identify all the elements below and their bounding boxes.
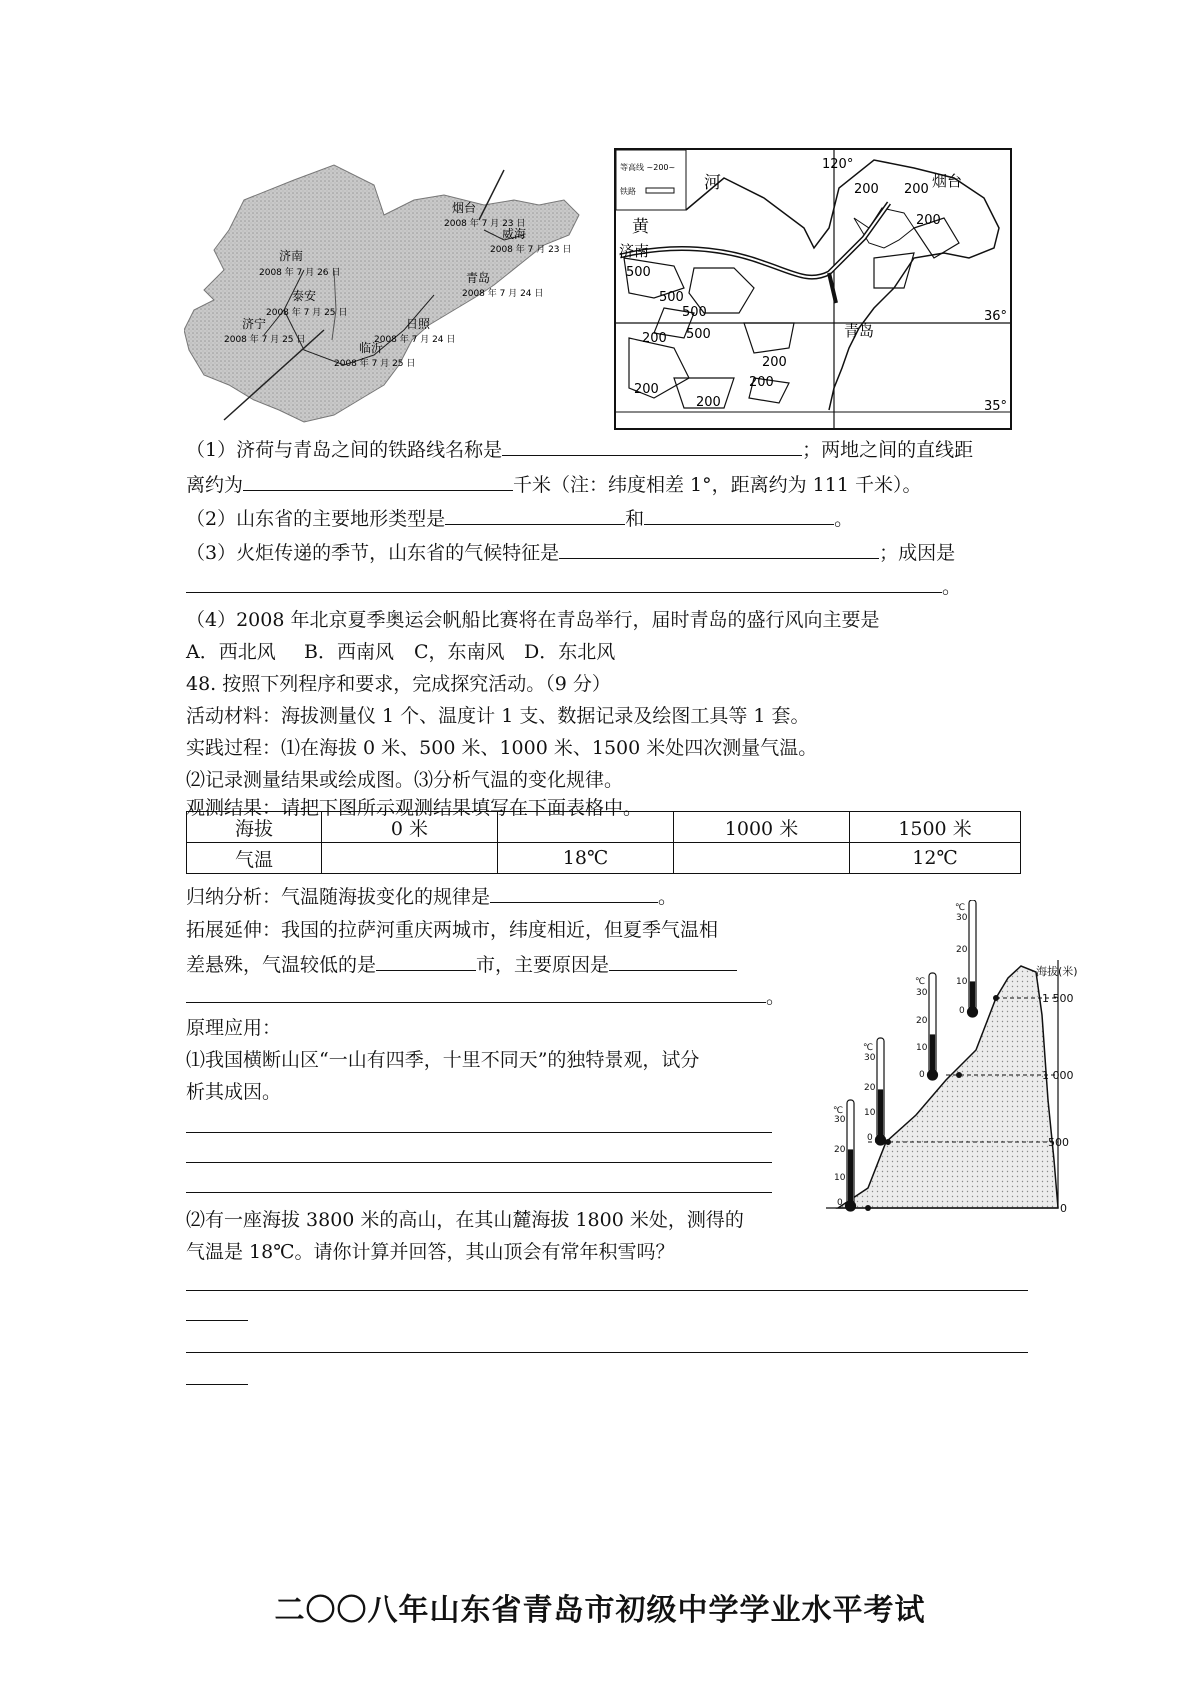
induction-line: 归纳分析：气温随海拔变化的规律是 。 (186, 886, 678, 908)
thermo-tick: 0 (837, 1198, 843, 1208)
application-1-line1: ⑴我国横断山区“一山有四季，十里不同天”的独特景观，试分 (186, 1049, 700, 1071)
extension-reason-blank-1[interactable] (609, 952, 737, 971)
contour-label: 200 (749, 375, 774, 390)
q2-answer-blank-2[interactable] (644, 506, 834, 525)
thermo-unit: ℃ (863, 1043, 874, 1053)
answer-line[interactable] (186, 1162, 772, 1163)
q4-option-b[interactable]: B．西南风 (304, 641, 394, 663)
thermo-tick: 20 (834, 1145, 846, 1155)
lon-120: 120° (822, 157, 854, 172)
table-cell: 1500 米 (850, 812, 1021, 843)
contour-label: 500 (686, 327, 711, 342)
q48-process-2: ⑵记录测量结果或绘成图。⑶分析气温的变化规律。 (186, 769, 624, 791)
altitude-tick: 0 (1060, 1202, 1067, 1215)
city-qingdao: 青岛 (466, 271, 491, 285)
contour-label: 500 (659, 290, 684, 305)
contour-label: 200 (904, 182, 929, 197)
thermo-tick: 10 (834, 1173, 846, 1183)
q1-answer-blank-1[interactable] (502, 437, 802, 456)
induction-answer-blank[interactable] (490, 884, 658, 903)
answer-line[interactable] (186, 1352, 1028, 1353)
legend-rail: 铁路 (620, 187, 636, 196)
table-cell: 海拔 (187, 812, 322, 843)
altitude-tick: 1 500 (1042, 992, 1074, 1005)
thermo-unit: ℃ (915, 977, 926, 987)
extension-line-2: 差悬殊，气温较低的是 市，主要原因是 (186, 952, 737, 977)
thermo-tick: 10 (864, 1108, 876, 1118)
extension-line-3: 。 (186, 984, 785, 1009)
date-yantai: 2008 年 7 月 23 日 (444, 219, 526, 229)
q1-answer-blank-2[interactable] (243, 472, 513, 491)
contour-label: 500 (682, 305, 707, 320)
city-yantai: 烟台 (452, 201, 477, 215)
altitude-tick: 1 000 (1042, 1069, 1074, 1082)
table-cell-blank[interactable] (322, 843, 498, 874)
extension-reason-blank-2[interactable] (186, 984, 766, 1003)
city-taian: 泰安 (292, 289, 317, 303)
contour-label: 200 (916, 213, 941, 228)
altitude-tick: 500 (1048, 1136, 1069, 1149)
city-weihai: 威海 (502, 227, 527, 241)
date-weihai: 2008 年 7 月 23 日 (490, 245, 572, 255)
thermometer-icon (928, 973, 938, 1080)
q4-option-d[interactable]: D．东北风 (524, 641, 616, 663)
table-cell: 18℃ (498, 843, 674, 874)
table-cell-blank[interactable] (674, 843, 850, 874)
q4-line1: （4）2008 年北京夏季奥运会帆船比赛将在青岛举行，届时青岛的盛行风向主要是 (186, 609, 880, 631)
thermometer-icon (846, 1100, 856, 1211)
thermo-tick: 0 (867, 1133, 873, 1143)
thermo-tick: 10 (956, 977, 968, 987)
table-cell: 0 米 (322, 812, 498, 843)
city-jining: 济宁 (242, 317, 267, 331)
thermo-tick: 30 (916, 988, 928, 998)
thermo-tick: 20 (916, 1016, 928, 1026)
answer-line[interactable] (186, 1384, 248, 1385)
extension-city-blank[interactable] (376, 952, 476, 971)
table-cell: 气温 (187, 843, 322, 874)
table-row (187, 812, 1021, 843)
contour-label: 200 (854, 182, 879, 197)
altitude-temperature-diagram (796, 900, 1086, 1220)
application-2-line2: 气温是 18℃。请你计算并回答，其山顶会有常年积雪吗？ (186, 1241, 675, 1263)
map-city-jinan: 济南 (619, 242, 650, 260)
application-1-line2: 析其成因。 (186, 1081, 282, 1103)
contour-label: 500 (626, 265, 651, 280)
city-jinan: 济南 (279, 249, 304, 263)
thermo-unit: ℃ (833, 1106, 844, 1116)
thermo-tick: 30 (956, 913, 968, 923)
map-city-yantai: 烟台 (932, 172, 963, 190)
contour-label: 200 (634, 382, 659, 397)
table-cell-blank[interactable] (498, 812, 674, 843)
contour-label: 200 (762, 355, 787, 370)
thermometer-icon (876, 1038, 886, 1145)
q2-line: （2）山东省的主要地形类型是 和 。 (186, 508, 854, 530)
river-huang: 黄 (632, 217, 649, 237)
lat-35: 35° (984, 399, 1008, 414)
answer-line[interactable] (186, 1290, 1028, 1291)
table-row (187, 843, 1021, 874)
q3-answer-blank-1[interactable] (559, 540, 879, 559)
thermometer-icon (968, 900, 978, 1017)
contour-label: 200 (696, 395, 721, 410)
jiaoji-railway-contour-map (614, 148, 1012, 430)
q3-line2: 。 (186, 574, 961, 599)
river-he: 河 (704, 173, 721, 193)
thermo-tick: 20 (864, 1083, 876, 1093)
q3-line1: （3）火炬传递的季节，山东省的气候特征是 ；成因是 (186, 542, 956, 564)
q48-title: 48. 按照下列程序和要求，完成探究活动。（9 分） (186, 673, 611, 695)
q1-line2: 离约为 千米（注：纬度相差 1°，距离约为 111 千米）。 (186, 474, 922, 496)
city-linyi: 临沂 (359, 341, 384, 355)
thermo-tick: 20 (956, 945, 968, 955)
contour-label: 200 (642, 331, 667, 346)
date-taian: 2008 年 7 月 25 日 (266, 308, 348, 318)
map-city-qingdao: 青岛 (844, 322, 875, 340)
altitude-axis-label: 海拔(米) (1036, 965, 1078, 978)
shandong-torch-route-map (184, 160, 594, 430)
extension-line-1: 拓展延伸：我国的拉萨河重庆两城市，纬度相近，但夏季气温相 (186, 919, 719, 941)
exam-title: 二〇〇八年山东省青岛市初级中学学业水平考试 (274, 1593, 926, 1628)
q4-options (186, 640, 615, 664)
city-rizhao: 日照 (406, 317, 431, 331)
application-2-line1: ⑵有一座海拔 3800 米的高山，在其山麓海拔 1800 米处，测得的 (186, 1209, 744, 1231)
q4-option-c[interactable]: C，东南风 (414, 641, 505, 663)
q48-process-1: 实践过程：⑴在海拔 0 米、500 米、1000 米、1500 米处四次测量气温。 (186, 737, 818, 759)
legend-contour: 等高线 ~200~ (620, 163, 676, 172)
q3-answer-blank-2[interactable] (186, 574, 942, 593)
date-rizhao: 2008 年 7 月 24 日 (374, 335, 456, 345)
thermo-tick: 30 (864, 1053, 876, 1063)
q48-materials: 活动材料：海拔测量仪 1 个、温度计 1 支、数据记录及绘图工具等 1 套。 (186, 705, 810, 727)
q2-answer-blank-1[interactable] (445, 506, 625, 525)
q48-result: 观测结果：请把下图所示观测结果填写在下面表格中。 (186, 797, 643, 819)
answer-line[interactable] (186, 1132, 772, 1133)
date-qingdao: 2008 年 7 月 24 日 (462, 289, 544, 299)
thermo-tick: 10 (916, 1043, 928, 1053)
table-cell: 1000 米 (674, 812, 850, 843)
map-legend-box (616, 150, 686, 210)
principle-heading: 原理应用： (186, 1017, 282, 1039)
date-jining: 2008 年 7 月 25 日 (224, 335, 306, 345)
thermo-unit: ℃ (955, 903, 966, 913)
thermo-tick: 30 (834, 1115, 846, 1125)
lat-36: 36° (984, 309, 1008, 324)
q1-line1: （1）济荷与青岛之间的铁路线名称是 ；两地之间的直线距 (186, 439, 974, 461)
answer-line[interactable] (186, 1192, 772, 1193)
q4-option-a[interactable]: A．西北风 (186, 641, 276, 663)
table-cell: 12℃ (850, 843, 1021, 874)
date-jinan: 2008 年 7 月 26 日 (259, 268, 341, 278)
answer-line[interactable] (186, 1320, 248, 1321)
thermo-tick: 0 (959, 1006, 965, 1016)
observation-table (186, 811, 1021, 874)
date-linyi: 2008 年 7 月 25 日 (334, 359, 416, 369)
thermo-tick: 0 (919, 1070, 925, 1080)
